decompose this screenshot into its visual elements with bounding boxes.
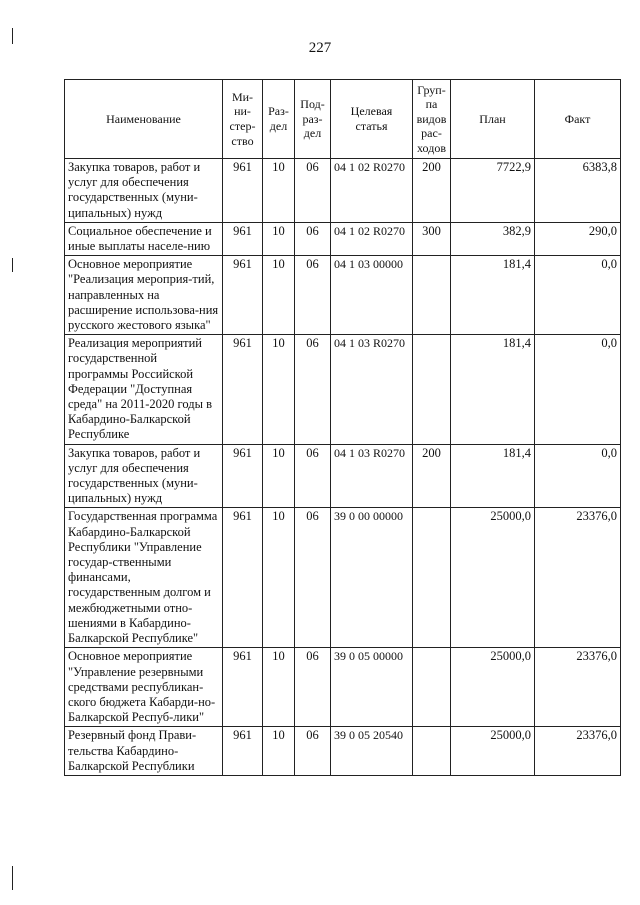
row-group: 200 [413,444,451,508]
row-section: 10 [263,159,295,223]
scan-mark [12,258,13,272]
row-plan: 382,9 [451,222,535,255]
header-group: Груп- па видов рас- ходов [413,80,451,159]
row-ministry: 961 [223,508,263,648]
table-row [65,335,621,444]
row-name: Закупка товаров, работ и услуг для обеспечения государственных (муни-ципальных) нужд [65,444,223,508]
row-plan: 181,4 [451,444,535,508]
row-name: Основное мероприятие "Реализация мероприя-тий, направленных на расширение использова-ния русского жестового языка" [65,256,223,335]
table-row [65,508,621,648]
row-ministry: 961 [223,222,263,255]
row-fact: 0,0 [535,335,621,444]
row-ministry: 961 [223,648,263,727]
row-subsection: 06 [295,648,331,727]
row-subsection: 06 [295,508,331,648]
row-target: 39 0 05 00000 [331,648,413,727]
row-plan: 25000,0 [451,727,535,776]
row-target: 04 1 03 R0270 [331,335,413,444]
row-group: 300 [413,222,451,255]
row-section: 10 [263,727,295,776]
table-row [65,444,621,508]
row-section: 10 [263,222,295,255]
row-plan: 25000,0 [451,508,535,648]
row-subsection: 06 [295,256,331,335]
row-name: Реализация мероприятий государственной программы Российской Федерации "Доступная среда" на 2011-2020 годы в Кабардино-Балкарской Республике [65,335,223,444]
row-target: 39 0 00 00000 [331,508,413,648]
row-fact: 290,0 [535,222,621,255]
row-section: 10 [263,335,295,444]
row-subsection: 06 [295,335,331,444]
row-group [413,727,451,776]
table-row [65,159,621,223]
row-section: 10 [263,648,295,727]
row-ministry: 961 [223,335,263,444]
row-fact: 0,0 [535,256,621,335]
row-fact: 6383,8 [535,159,621,223]
row-target: 04 1 02 R0270 [331,222,413,255]
row-ministry: 961 [223,159,263,223]
row-fact: 0,0 [535,444,621,508]
row-name: Государственная программа Кабардино-Балкарской Республики "Управление государ-ственными финансами, государственным долгом и межбюджетными отно-шениями в Кабардино-Балкарской Республике" [65,508,223,648]
row-target: 04 1 03 00000 [331,256,413,335]
header-plan: План [451,80,535,159]
table-row [65,648,621,727]
table-row [65,256,621,335]
row-ministry: 961 [223,727,263,776]
row-section: 10 [263,256,295,335]
row-subsection: 06 [295,222,331,255]
row-target: 04 1 02 R0270 [331,159,413,223]
row-group [413,508,451,648]
page-number: 227 [308,40,332,56]
row-fact: 23376,0 [535,508,621,648]
row-target: 39 0 05 20540 [331,727,413,776]
row-plan: 181,4 [451,256,535,335]
header-section: Раз- дел [263,80,295,159]
scan-mark [12,866,13,890]
row-group [413,648,451,727]
header-ministry: Ми- ни- стер- ство [223,80,263,159]
row-ministry: 961 [223,256,263,335]
row-name: Резервный фонд Прави-тельства Кабардино-Балкарской Республики [65,727,223,776]
row-group [413,335,451,444]
row-section: 10 [263,444,295,508]
row-subsection: 06 [295,159,331,223]
row-group [413,256,451,335]
header-name: Наименование [65,80,223,159]
row-name: Социальное обеспечение и иные выплаты населе-нию [65,222,223,255]
header-subsection: Под- раз- дел [295,80,331,159]
table-row [65,222,621,255]
row-fact: 23376,0 [535,727,621,776]
row-ministry: 961 [223,444,263,508]
header-target: Целевая статья [331,80,413,159]
row-target: 04 1 03 R0270 [331,444,413,508]
table-row [65,727,621,776]
table-header-row [65,80,621,159]
row-subsection: 06 [295,727,331,776]
row-name: Закупка товаров, работ и услуг для обеспечения государственных (муни-ципальных) нужд [65,159,223,223]
row-plan: 25000,0 [451,648,535,727]
row-plan: 7722,9 [451,159,535,223]
budget-table [64,79,621,776]
row-plan: 181,4 [451,335,535,444]
header-fact: Факт [535,80,621,159]
row-fact: 23376,0 [535,648,621,727]
row-name: Основное мероприятие "Управление резервными средствами республикан-ского бюджета Кабарди-но-Балкарской Респуб-лики" [65,648,223,727]
scan-mark [12,28,13,44]
row-subsection: 06 [295,444,331,508]
row-section: 10 [263,508,295,648]
row-group: 200 [413,159,451,223]
